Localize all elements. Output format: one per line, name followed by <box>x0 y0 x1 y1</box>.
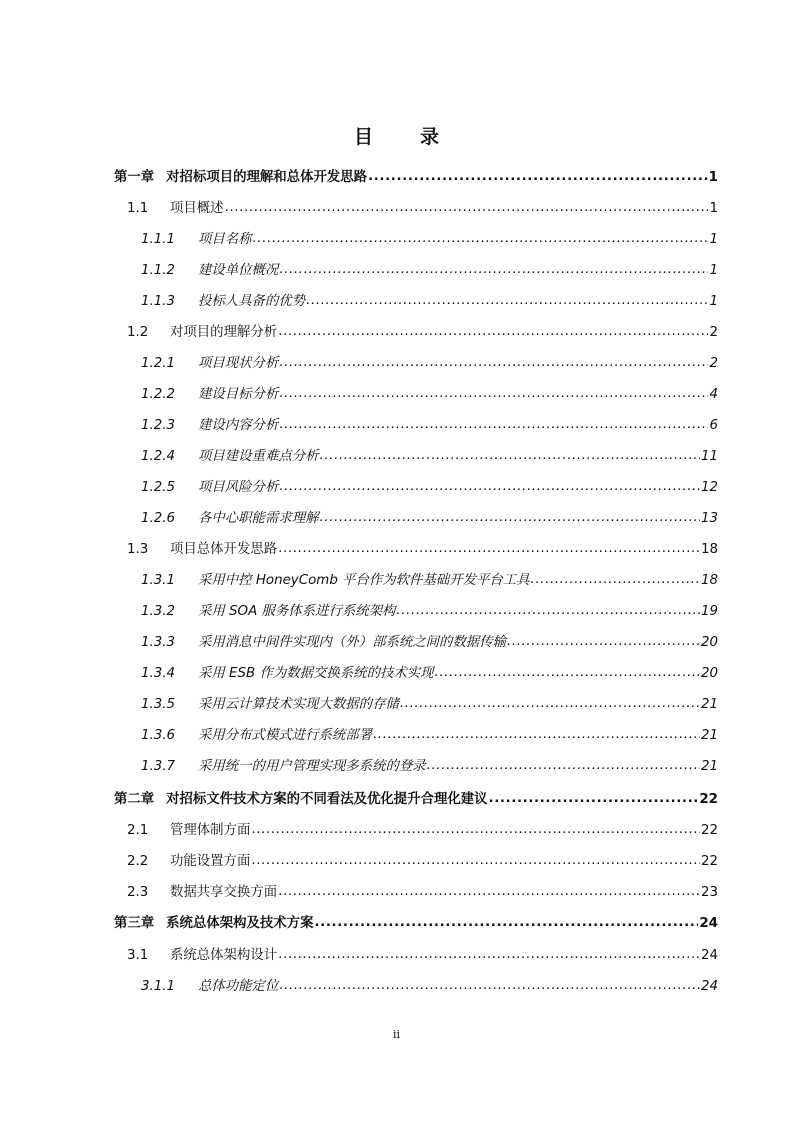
toc-dot-leader <box>489 788 699 810</box>
toc-entry-number: 1.3.2 <box>141 604 176 619</box>
toc-dot-leader <box>279 259 708 281</box>
toc-entry-page: 20 <box>700 666 718 681</box>
toc-entry-page: 18 <box>700 573 718 588</box>
toc-entry[interactable] <box>114 291 718 313</box>
toc-entry-page: 12 <box>700 480 718 495</box>
toc-dot-leader <box>320 445 700 467</box>
toc-entry-number: 1.1.1 <box>141 232 176 247</box>
toc-entry-label: 项目概述 <box>170 201 224 216</box>
toc-entry-number: 1.3.5 <box>141 697 176 712</box>
toc-entry[interactable] <box>114 882 718 904</box>
toc-entry-number: 1.1.2 <box>141 263 176 278</box>
toc-entry-label: 管理体制方面 <box>170 823 251 838</box>
toc-entry[interactable] <box>114 508 718 530</box>
toc-entry[interactable] <box>114 322 718 344</box>
toc-entry-label: 采用消息中间件实现内（外）部系统之间的数据传输 <box>198 635 506 650</box>
toc-entry-number: 1.2.2 <box>141 387 176 402</box>
toc-entry[interactable] <box>114 229 718 251</box>
toc-entry-number: 1.3 <box>127 542 149 557</box>
toc-dot-leader <box>278 321 708 343</box>
toc-entry[interactable] <box>114 663 718 685</box>
toc-entry-number: 2.1 <box>127 823 149 838</box>
toc-entry-page: 24 <box>700 948 718 963</box>
toc-dot-leader <box>427 755 700 777</box>
toc-entry-label: 项目现状分析 <box>198 356 279 371</box>
toc-entry-label: 项目总体开发思路 <box>170 542 278 557</box>
toc-entry-number: 1.3.4 <box>141 666 176 681</box>
toc-entry-number: 3.1 <box>127 948 149 963</box>
toc-dot-leader <box>507 631 700 653</box>
toc-entry[interactable] <box>114 976 718 998</box>
toc-dot-leader <box>278 944 700 966</box>
toc-entry-label: 对项目的理解分析 <box>170 325 278 340</box>
toc-entry-label: 功能设置方面 <box>170 854 251 869</box>
toc-dot-leader <box>278 538 700 560</box>
toc-entry-number: 第二章 <box>114 792 155 807</box>
toc-entry-page: 1 <box>709 294 718 309</box>
toc-dot-leader <box>279 975 700 997</box>
toc-entry-label: 项目建设重难点分析 <box>198 449 319 464</box>
toc-entry-page: 4 <box>709 387 718 402</box>
toc-entry-page: 1 <box>709 232 718 247</box>
toc-dot-leader <box>279 383 708 405</box>
toc-entry-page: 1 <box>708 170 718 185</box>
toc-entry-label: 项目风险分析 <box>198 480 279 495</box>
toc-entry[interactable] <box>114 384 718 406</box>
toc-entry-number: 1.3.7 <box>141 759 176 774</box>
toc-entry[interactable] <box>114 632 718 654</box>
toc-entry-number: 1.2.3 <box>141 418 176 433</box>
toc-entry-number: 1.2.4 <box>141 449 176 464</box>
toc-entry[interactable] <box>114 570 718 592</box>
toc-entry-page: 22 <box>700 823 718 838</box>
toc-entry-page: 21 <box>700 759 718 774</box>
toc-entry-page: 13 <box>700 511 718 526</box>
toc-entry-number: 1.3.3 <box>141 635 176 650</box>
toc-dot-leader <box>279 476 700 498</box>
toc-dot-leader <box>314 912 698 934</box>
toc-entry-number: 1.2.5 <box>141 480 176 495</box>
toc-entry-number: 1.2 <box>127 325 149 340</box>
toc-entry-page: 1 <box>709 201 718 216</box>
toc-entry-page: 21 <box>700 697 718 712</box>
toc-dot-leader <box>251 850 700 872</box>
toc-entry-page: 20 <box>700 635 718 650</box>
toc-entry[interactable] <box>114 789 718 811</box>
toc-entry-label: 采用统一的用户管理实现多系统的登录 <box>198 759 426 774</box>
toc-entry[interactable] <box>114 945 718 967</box>
toc-entry-label: 数据共享交换方面 <box>170 885 278 900</box>
toc-entry-page: 19 <box>700 604 718 619</box>
toc-entry-label: 采用云计算技术实现大数据的存储 <box>198 697 399 712</box>
toc-dot-leader <box>400 693 700 715</box>
toc-entry-page: 18 <box>700 542 718 557</box>
toc-entry-number: 1.3.6 <box>141 728 176 743</box>
toc-entry-label: 建设内容分析 <box>198 418 279 433</box>
toc-entry-page: 2 <box>709 325 718 340</box>
toc-dot-leader <box>396 600 700 622</box>
toc-entry-page: 11 <box>700 449 718 464</box>
toc-entry-label: 采用分布式模式进行系统部署 <box>198 728 373 743</box>
toc-entry-label: 系统总体架构及技术方案 <box>166 916 314 931</box>
toc-entry-label: 各中心职能需求理解 <box>198 511 319 526</box>
toc-dot-leader <box>251 819 700 841</box>
toc-entry-page: 22 <box>699 792 718 807</box>
toc-dot-leader <box>531 569 700 591</box>
toc-dot-leader <box>278 881 700 903</box>
toc-dot-leader <box>253 228 709 250</box>
toc-entry-page: 6 <box>709 418 718 433</box>
toc-entry-page: 1 <box>709 263 718 278</box>
toc-entry[interactable] <box>114 167 718 189</box>
toc-entry[interactable] <box>114 477 718 499</box>
page-number: ii <box>392 1028 401 1041</box>
toc-dot-leader <box>279 414 708 436</box>
toc-entry[interactable] <box>114 851 718 873</box>
toc-dot-leader <box>435 662 700 684</box>
toc-entry-label: 项目名称 <box>198 232 252 247</box>
toc-entry-number: 1.1 <box>127 201 149 216</box>
toc-entry-label: 建设目标分析 <box>198 387 279 402</box>
toc-entry-page: 23 <box>700 885 718 900</box>
toc-entry-label: 采用中控 HoneyComb 平台作为软件基础开发平台工具 <box>198 573 530 588</box>
toc-entry[interactable] <box>114 198 718 220</box>
toc-entry-number: 第一章 <box>114 170 155 185</box>
toc-entry-label: 系统总体架构设计 <box>170 948 278 963</box>
toc-dot-leader <box>225 197 709 219</box>
toc-entry[interactable] <box>114 539 718 561</box>
toc-entry-page: 24 <box>699 916 718 931</box>
toc-entry[interactable] <box>114 446 718 468</box>
toc-entry-page: 24 <box>700 979 718 994</box>
toc-dot-leader <box>279 352 708 374</box>
toc-entry-number: 1.3.1 <box>141 573 176 588</box>
toc-dot-leader <box>306 290 708 312</box>
toc-entry-number: 第三章 <box>114 916 155 931</box>
toc-entry[interactable] <box>114 415 718 437</box>
toc-title: 目 录 <box>353 126 453 148</box>
toc-dot-leader <box>320 507 700 529</box>
toc-entry-label: 总体功能定位 <box>198 979 279 994</box>
toc-entry-number: 2.2 <box>127 854 149 869</box>
toc-entry[interactable] <box>114 820 718 842</box>
toc-entry-label: 投标人具备的优势 <box>198 294 306 309</box>
toc-entry-label: 采用 SOA 服务体系进行系统架构 <box>198 604 396 619</box>
toc-entry-number: 1.2.6 <box>141 511 176 526</box>
toc-entry[interactable] <box>114 601 718 623</box>
toc-entry[interactable] <box>114 694 718 716</box>
toc-entry-number: 1.2.1 <box>141 356 176 371</box>
toc-entry[interactable] <box>114 725 718 747</box>
toc-entry-label: 对招标文件技术方案的不同看法及优化提升合理化建议 <box>166 792 488 807</box>
toc-dot-leader <box>373 724 700 746</box>
toc-entry[interactable] <box>114 756 718 778</box>
toc-entry[interactable] <box>114 260 718 282</box>
toc-entry-label: 采用 ESB 作为数据交换系统的技术实现 <box>198 666 434 681</box>
toc-entry-label: 对招标项目的理解和总体开发思路 <box>166 170 368 185</box>
toc-entry-label: 建设单位概况 <box>198 263 279 278</box>
toc-dot-leader <box>368 166 708 188</box>
toc-entry-number: 2.3 <box>127 885 149 900</box>
toc-entry-page: 21 <box>700 728 718 743</box>
toc-entry-page: 22 <box>700 854 718 869</box>
toc-entry[interactable] <box>114 913 718 935</box>
toc-entry-number: 1.1.3 <box>141 294 176 309</box>
toc-entry-page: 2 <box>709 356 718 371</box>
toc-entry-number: 3.1.1 <box>141 979 176 994</box>
toc-entry[interactable] <box>114 353 718 375</box>
